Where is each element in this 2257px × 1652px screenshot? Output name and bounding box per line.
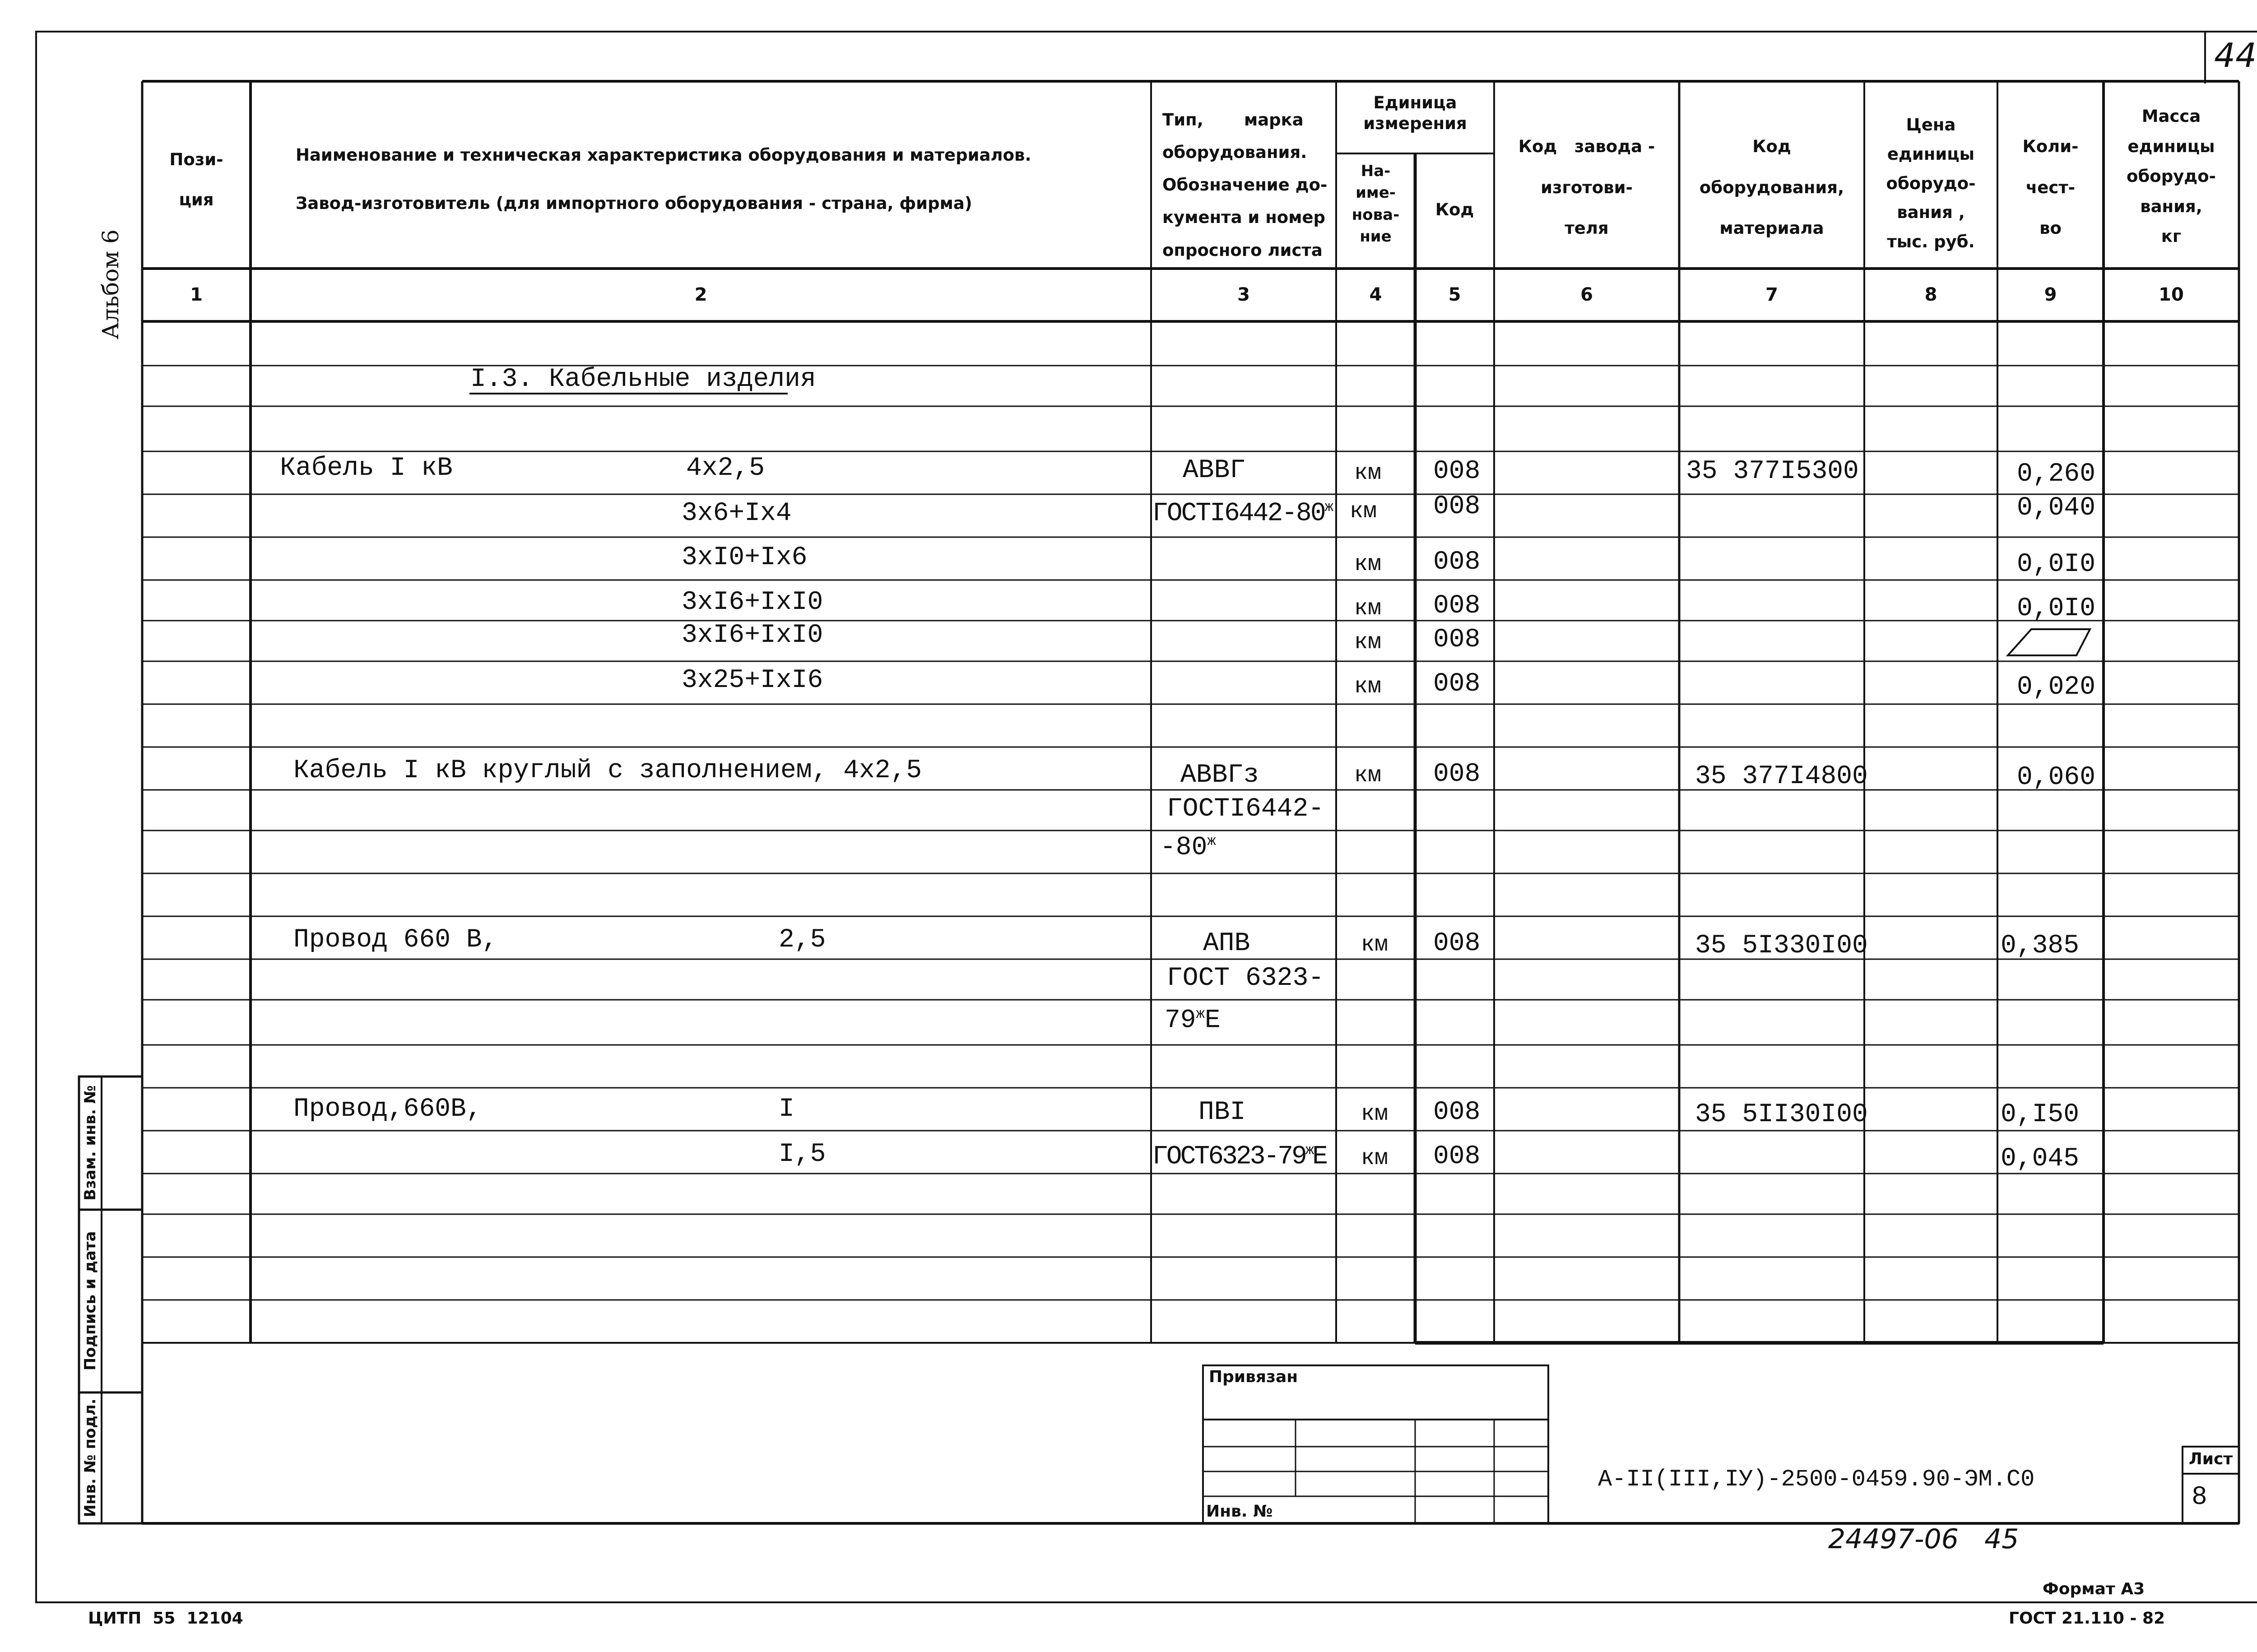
row1-qty: 0,040 xyxy=(2017,493,2096,523)
colnum-10: 10 xyxy=(2159,284,2184,305)
header-unit-group: Единица измерения xyxy=(1363,93,1467,134)
colnum-6: 6 xyxy=(1580,284,1593,305)
header-col10: Масса единицы оборудо- вания, кг xyxy=(2127,107,2216,246)
printer-code: ЦИТП 55 12104 xyxy=(88,1609,243,1628)
row9-unit-code: 008 xyxy=(1433,929,1481,958)
row6-unit-code: 008 xyxy=(1433,760,1481,789)
row1-type-text: ГОСТI6442-80 xyxy=(1152,499,1325,529)
stamp-doc-code: А-II(III,IУ)-2500-0459.90-ЭМ.С0 xyxy=(1598,1466,2035,1493)
row2-unit-code: 008 xyxy=(1433,548,1481,577)
row1-type xyxy=(1152,499,1332,528)
row1-unit: км xyxy=(1350,499,1377,524)
album-label: Альбом 6 xyxy=(98,229,124,339)
header-col6: Код завода - изготови- теля xyxy=(1518,137,1655,238)
struck-qty-mark xyxy=(2008,629,2090,655)
row2-size: 3xI0+Ix6 xyxy=(682,543,808,572)
row10-type: ГОСТ 6323- xyxy=(1167,964,1324,993)
row13-type-tail: Е xyxy=(1312,1142,1326,1172)
row3-unit: км xyxy=(1354,596,1382,622)
row4-size: 3xI6+IxI0 xyxy=(682,621,823,650)
row8-type xyxy=(1160,833,1216,862)
row0-product-code: 35 377I5300 xyxy=(1686,457,1859,486)
side-stamp-podpis-data: Подпись и дата xyxy=(81,1231,99,1371)
row5-size: 3x25+IxI6 xyxy=(682,666,823,695)
row13-qty: 0,045 xyxy=(2001,1144,2080,1174)
stamp-sheet-label: Лист xyxy=(2188,1450,2233,1468)
row9-qty: 0,385 xyxy=(2001,931,2080,961)
row13-type-text: ГОСТ6323-79 xyxy=(1152,1142,1305,1172)
row6-name: Кабель I кВ круглый с заполнением, 4x2,5 xyxy=(293,756,922,785)
colnum-9: 9 xyxy=(2044,284,2057,305)
header-col4: На- име- нова- ние xyxy=(1351,162,1400,246)
row13-size: I,5 xyxy=(779,1140,826,1169)
row1-size: 3x6+Ix4 xyxy=(682,499,792,528)
row12-size: I xyxy=(779,1095,794,1124)
header-col3: Тип, марка оборудования. Обозначение до- кумента и номер опросного листа xyxy=(1162,110,1328,260)
stamp-sheet-number: 8 xyxy=(2192,1483,2207,1512)
row3-qty: 0,0I0 xyxy=(2017,594,2096,623)
row6-qty: 0,060 xyxy=(2017,763,2096,792)
row1-type-sup: ж xyxy=(1324,499,1332,515)
row0-unit-code: 008 xyxy=(1433,457,1481,486)
row13-unit: км xyxy=(1361,1146,1389,1171)
side-stamp-inv-podl: Инв. № подл. xyxy=(81,1398,99,1517)
gost-standard: ГОСТ 21.110 - 82 xyxy=(2009,1609,2165,1628)
row9-unit: км xyxy=(1361,932,1389,958)
row0-type: АВВГ xyxy=(1183,456,1246,485)
row9-type: АПВ xyxy=(1203,929,1250,958)
row2-qty: 0,0I0 xyxy=(2017,550,2096,579)
row4-unit-code: 008 xyxy=(1433,625,1481,654)
row5-qty: 0,020 xyxy=(2017,673,2096,702)
row0-qty: 0,260 xyxy=(2017,459,2096,489)
row8-type-sup: ж xyxy=(1207,833,1216,849)
colnum-3: 3 xyxy=(1237,284,1250,305)
row9-name: Провод 660 В, xyxy=(293,925,498,955)
row8-type-text: -80 xyxy=(1160,833,1207,863)
row12-qty: 0,I50 xyxy=(2001,1100,2080,1129)
colnum-2: 2 xyxy=(694,284,707,305)
row3-unit-code: 008 xyxy=(1433,591,1481,621)
side-stamp-vzam-inv: Взам. инв. № xyxy=(81,1085,99,1201)
stamp-inv: Инв. № xyxy=(1206,1502,1273,1521)
row4-unit: км xyxy=(1354,630,1382,655)
row3-size: 3xI6+IxI0 xyxy=(682,588,823,617)
row9-size: 2,5 xyxy=(779,925,826,955)
row12-product-code: 35 5II30I00 xyxy=(1695,1100,1868,1129)
header-col2: Наименование и техническая характеристика оборудования и материалов. Завод-изготовитель (для импортного оборудования - страна, фирма) xyxy=(296,145,1031,213)
stamp-privyazan: Привязан xyxy=(1209,1368,1298,1386)
row11-type-sup: ж xyxy=(1196,1006,1205,1022)
header-col8: Цена единицы оборудо- вания , тыс. руб. xyxy=(1886,115,1976,251)
row6-unit: км xyxy=(1354,763,1382,789)
row9-product-code: 35 5I330I00 xyxy=(1695,931,1868,961)
page-corner-number: 44 xyxy=(2214,36,2257,75)
header-col9: Коли- чест- во xyxy=(2022,137,2079,238)
row12-unit-code: 008 xyxy=(1433,1098,1481,1127)
row12-type: ПВI xyxy=(1198,1098,1246,1127)
row11-type xyxy=(1165,1006,1221,1035)
row6-type: АВВГз xyxy=(1180,761,1259,790)
row0-size: 4x2,5 xyxy=(686,454,765,483)
colnum-7: 7 xyxy=(1765,284,1778,305)
row2-unit: км xyxy=(1354,552,1382,577)
row1-unit-code: 008 xyxy=(1433,492,1481,521)
colnum-1: 1 xyxy=(190,284,203,305)
handwritten-bottom-number: 24497-06 45 xyxy=(1828,1523,2019,1555)
row12-name: Провод,660В, xyxy=(293,1095,482,1124)
row5-unit: км xyxy=(1354,674,1382,700)
row11-type-text: 79 xyxy=(1165,1006,1196,1035)
row0-name: Кабель I кВ xyxy=(280,454,453,483)
colnum-5: 5 xyxy=(1448,284,1461,305)
header-col1: Пози- ция xyxy=(169,150,223,209)
row11-type-tail: Е xyxy=(1204,1006,1221,1035)
colnum-8: 8 xyxy=(1924,284,1937,305)
colnum-4: 4 xyxy=(1369,284,1382,305)
header-col7: Код оборудования, материала xyxy=(1699,137,1844,238)
row6-product-code: 35 377I4800 xyxy=(1695,762,1868,791)
row13-type xyxy=(1152,1142,1326,1171)
format-label: Формат А3 xyxy=(2043,1580,2145,1598)
header-col5: Код xyxy=(1435,200,1474,219)
row0-unit: км xyxy=(1354,460,1382,486)
row13-unit-code: 008 xyxy=(1433,1142,1481,1171)
row12-unit: км xyxy=(1361,1101,1389,1127)
section-title: I.3. Кабельные изделия xyxy=(470,365,816,394)
row7-type: ГОСТI6442- xyxy=(1167,794,1324,824)
row13-type-sup: ж xyxy=(1305,1142,1313,1159)
row5-unit-code: 008 xyxy=(1433,669,1481,699)
